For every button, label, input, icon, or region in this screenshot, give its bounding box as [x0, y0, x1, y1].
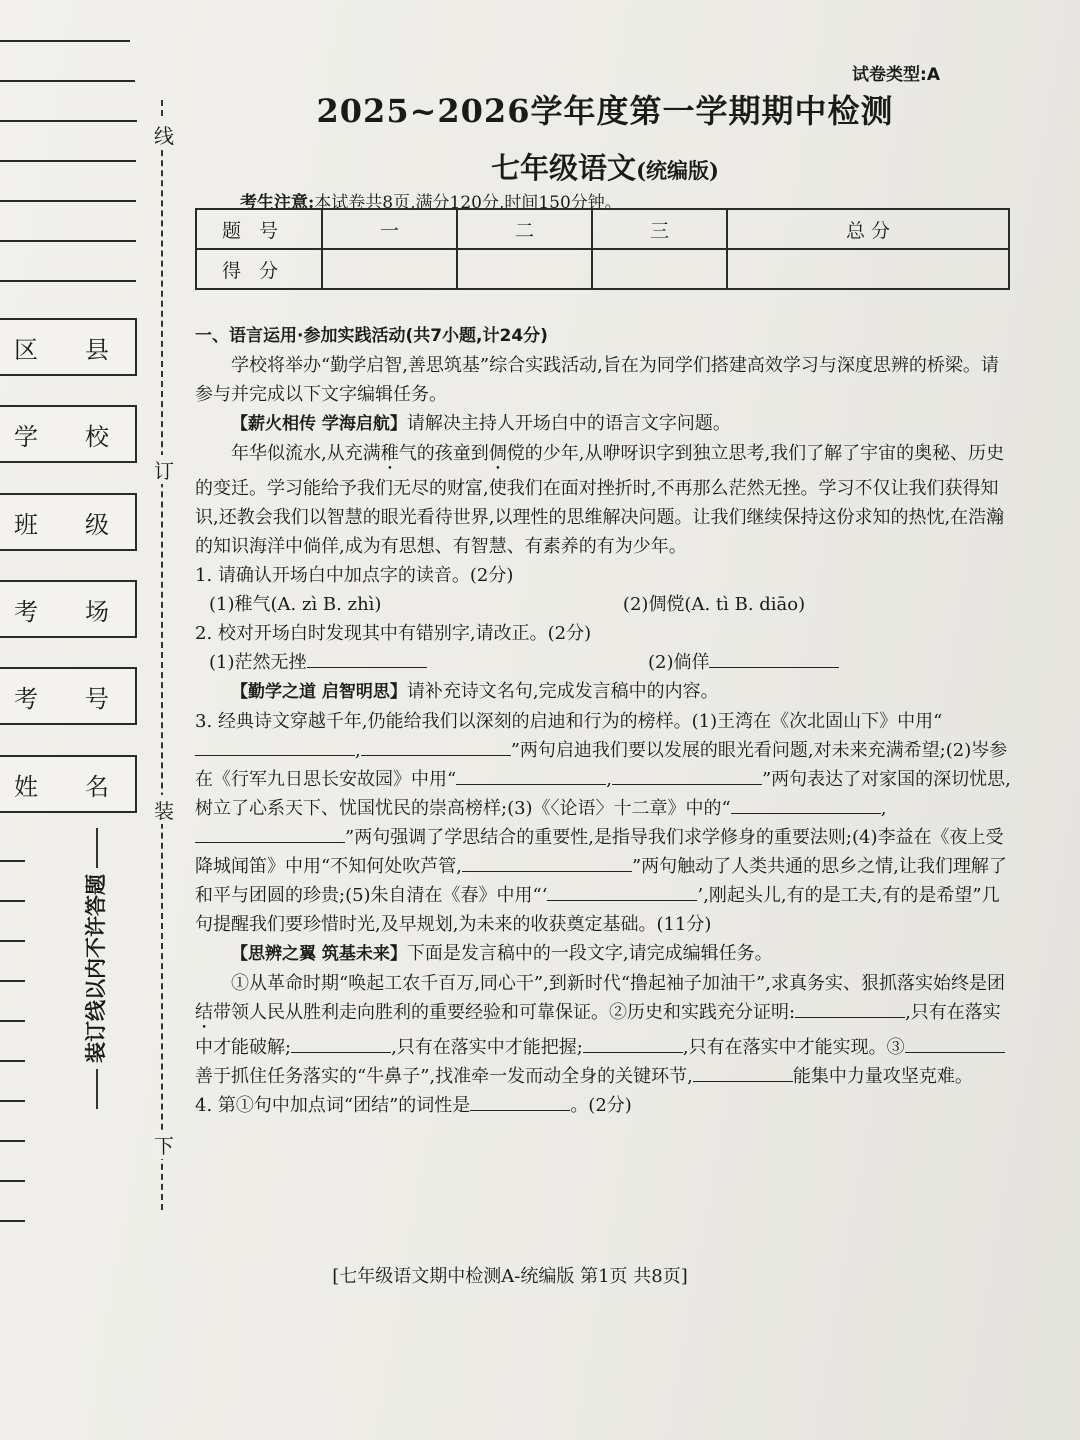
part-3-heading: 【思辨之翼 筑基未来】下面是发言稿中的一段文字,请完成编辑任务。: [231, 943, 773, 964]
section-1-title: 一、语言运用·参加实践活动(共7小题,计24分): [195, 326, 548, 346]
passage-blank-5[interactable]: [693, 1063, 793, 1082]
score-row-label-number: 题号: [196, 209, 322, 249]
q3-blank-5[interactable]: [731, 795, 881, 814]
question-4: 4. 第①句中加点词“团结”的词性是 。(2分): [195, 1091, 1015, 1120]
speech-passage: ①从革命时期“唤起工农千百万,同心干”,到新时代“撸起袖子加油干”,求真务实、狠抓落实始终是团结带领人民从胜利走向胜利的重要经验和可靠保证。②历史和实践充分证明: ,只有在落实中才能破解; ,只有在落实中才能把握; ,只有在落实中才能实现。③善于抓住任务落实的“牛鼻子”,找准牵一发而动全身的关键环节, 能集中力量攻坚克难。: [195, 973, 1005, 1087]
passage-blank-2[interactable]: [291, 1034, 391, 1053]
score-col-3: 三: [592, 209, 727, 249]
class-field[interactable]: 班 级: [0, 493, 137, 551]
q3-blank-7[interactable]: [462, 853, 632, 872]
score-table: [195, 208, 1010, 290]
q3-blank-8[interactable]: [547, 882, 697, 901]
page-footer: [七年级语文期中检测A-统编版 第1页 共8页]: [332, 1266, 688, 1287]
question-1-options: [195, 590, 1015, 619]
part-1-heading: 【薪火相传 学海启航】请解决主持人开场白中的语言文字问题。: [231, 413, 731, 434]
exam-number-field[interactable]: 考 号: [0, 667, 137, 725]
binding-char-install: 装: [154, 795, 174, 824]
school-field[interactable]: 学 校: [0, 405, 137, 463]
name-field[interactable]: 姓 名: [0, 755, 137, 813]
binding-char-line: 线: [154, 120, 174, 149]
passage-blank-1[interactable]: [795, 999, 905, 1018]
paper-type: 试卷类型:A: [852, 65, 940, 85]
question-2: 2. 校对开场白时发现其中有错别字,请改正。(2分): [195, 623, 592, 644]
score-table-header-row: [196, 209, 1009, 249]
binding-dashed-line: [161, 100, 163, 1210]
score-table-score-row: [196, 249, 1009, 289]
score-col-1: 一: [322, 209, 457, 249]
question-2-items: (1)茫然无挫 (2)倘佯: [195, 648, 1015, 677]
question-4-blank[interactable]: [470, 1092, 570, 1111]
q3-blank-6[interactable]: [195, 824, 345, 843]
score-cell-total[interactable]: [727, 249, 1009, 289]
score-cell-1[interactable]: [322, 249, 457, 289]
question-2-blank-2[interactable]: [709, 649, 839, 668]
question-3: 3. 经典诗文穿越千年,仍能给我们以深刻的启迪和行为的榜样。(1)王湾在《次北固山下》中用“, ”两句启迪我们要以发展的眼光看问题,对未来充满希望;(2)岑参在《行军九日思长安故园》中用“ , ”两句表达了对家国的深切忧思,树立了心系天下、忧国忧民的崇高榜样;(3)《〈论语〉十二章》中的“ ,”两句强调了学思结合的重要性,是指导我们求学修身的重要法则;(4)李益在《夜上受降城闻笛》中用“不知何处吹芦管, ”两句触动了人类共通的思乡之情,让我们理解了和平与团圆的珍贵;(5)朱自清在《春》中用“‘ ’,刚起头儿,有的是工夫,有的是希望”几句提醒我们要珍惜时光,及早规划,为未来的收获奠定基础。(11分): [195, 711, 1011, 935]
q3-blank-2[interactable]: [361, 737, 511, 756]
score-cell-3[interactable]: [592, 249, 727, 289]
binding-char-bind: 订: [154, 455, 174, 484]
exam-subtitle: 七年级语文(统编版): [491, 151, 719, 185]
question-1-option-b[interactable]: (2)倜傥(A. tì B. diāo): [622, 594, 806, 615]
passage-blank-3[interactable]: [583, 1034, 683, 1053]
score-col-total: 总 分: [727, 209, 1009, 249]
passage-blank-4[interactable]: [905, 1034, 1005, 1053]
exam-notice: 考生注意:本试卷共8页,满分120分,时间150分钟。: [240, 193, 622, 213]
score-row-label-score: 得分: [196, 249, 322, 289]
district-field[interactable]: 区 县: [0, 318, 137, 376]
score-cell-2[interactable]: [457, 249, 592, 289]
question-1: 1. 请确认开场白中加点字的读音。(2分): [195, 565, 514, 586]
opening-speech: 年华似流水,从充满稚气的孩童到倜傥的少年,从咿呀识字到独立思考,我们了解了宇宙的奥秘、历史的变迁。学习能给予我们无尽的财富,使我们在面对挫折时,不再那么茫然无挫。学习不仅让我们获得知识,还教会我们以智慧的眼光看待世界,以理性的思维解决问题。让我们继续保持这份求知的热忱,在浩瀚的知识海洋中倘佯,成为有思想、有智慧、有素养的有为少年。: [195, 443, 1005, 557]
binding-char-below: 下: [154, 1130, 174, 1159]
section-1-intro: 学校将举办“勤学启智,善思筑基”综合实践活动,旨在为同学们搭建高效学习与深度思辨的桥梁。请参与并完成以下文字编辑任务。: [195, 355, 999, 405]
part-2-heading: 【勤学之道 启智明思】请补充诗文名句,完成发言稿中的内容。: [231, 681, 719, 702]
q3-blank-3[interactable]: [456, 766, 606, 785]
exam-title: 2025~2026学年度第一学期期中检测: [316, 92, 894, 130]
q3-blank-1[interactable]: [195, 737, 355, 756]
q3-blank-4[interactable]: [612, 766, 762, 785]
question-2-blank-1[interactable]: [307, 649, 427, 668]
binding-margin: [0, 0, 175, 1300]
exam-room-field[interactable]: 考 场: [0, 580, 137, 638]
section-1: [195, 322, 1015, 1120]
question-1-option-a[interactable]: (1)稚气(A. zì B. zhì): [209, 594, 382, 615]
score-col-2: 二: [457, 209, 592, 249]
no-answer-notice: 装订线以内不许答题: [80, 965, 110, 1115]
